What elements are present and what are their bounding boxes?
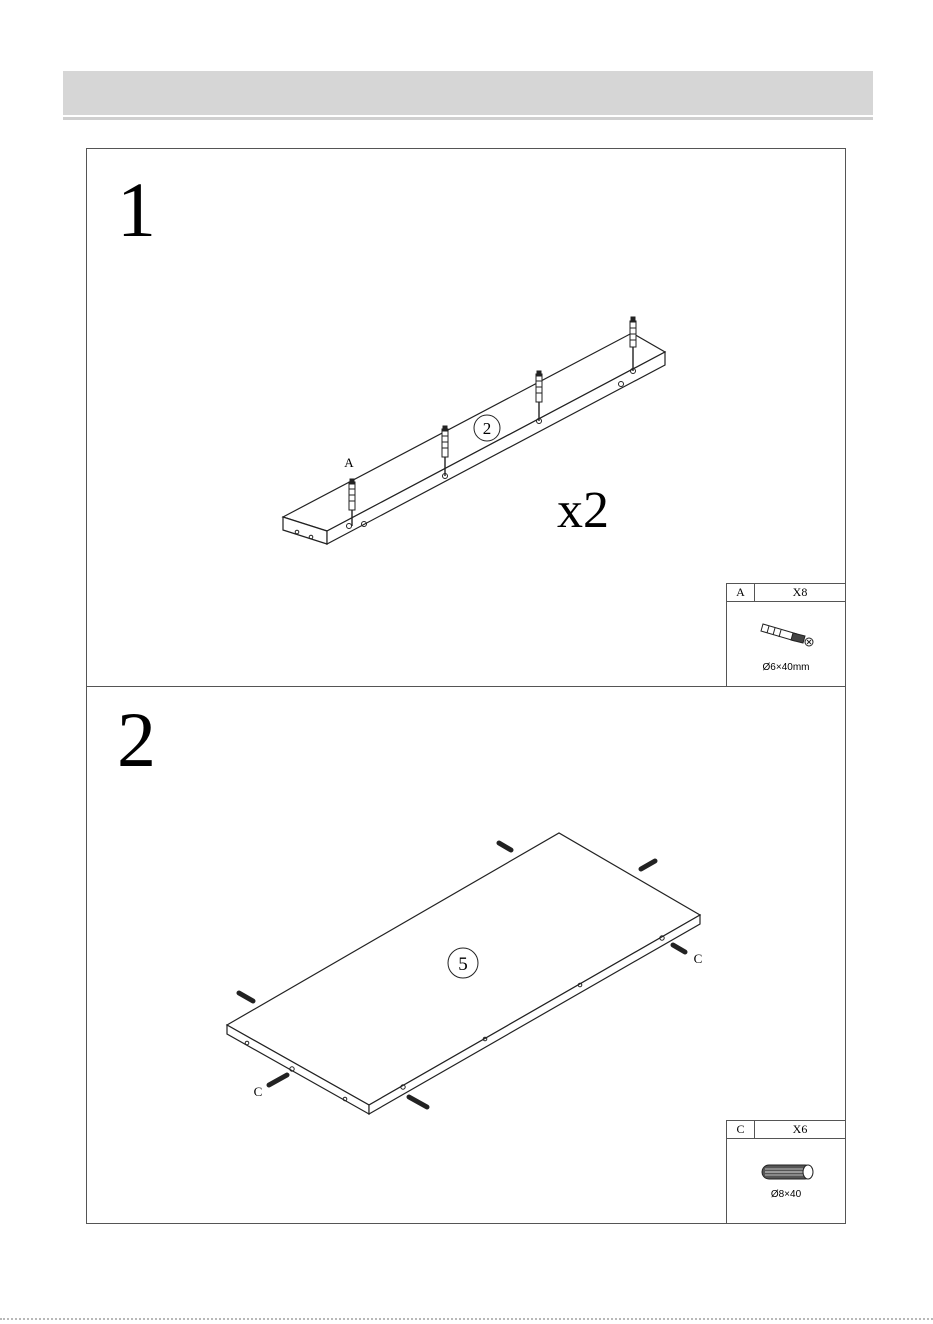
step-1-panel — [86, 148, 846, 687]
parts-header — [727, 584, 845, 602]
parts-box-c — [726, 1120, 846, 1224]
parts-quantity: X8 — [792, 585, 808, 599]
step-2-panel — [86, 686, 846, 1224]
parts-box-a — [726, 583, 846, 687]
parts-quantity: X6 — [792, 1122, 808, 1136]
part-label-c-left: C — [253, 1084, 263, 1099]
parts-header — [727, 1121, 845, 1139]
multiplier: x2 — [557, 482, 609, 539]
header-bar — [63, 71, 873, 115]
dowel — [239, 993, 253, 1001]
dowel — [673, 945, 685, 952]
part-label-c-right: C — [693, 951, 703, 966]
parts-size: Ø8×40 — [770, 1189, 802, 1200]
parts-letter: A — [727, 584, 755, 601]
step-1-number: 1 — [117, 166, 156, 253]
dowel — [269, 1075, 287, 1085]
header-rule — [63, 117, 873, 120]
panel-label: 2 — [482, 419, 492, 438]
panel-label: 5 — [458, 954, 468, 975]
parts-size: Ø6×40mm — [762, 662, 810, 673]
dowel — [499, 843, 511, 850]
footer-rule — [0, 1318, 933, 1320]
step-2-number: 2 — [117, 696, 156, 783]
dowel — [641, 861, 655, 869]
part-label-a: A — [344, 455, 354, 470]
dowel — [409, 1097, 427, 1107]
wooden-dowel-icon — [759, 1161, 817, 1183]
parts-letter: C — [727, 1121, 755, 1138]
cam-bolt-icon — [757, 614, 817, 650]
